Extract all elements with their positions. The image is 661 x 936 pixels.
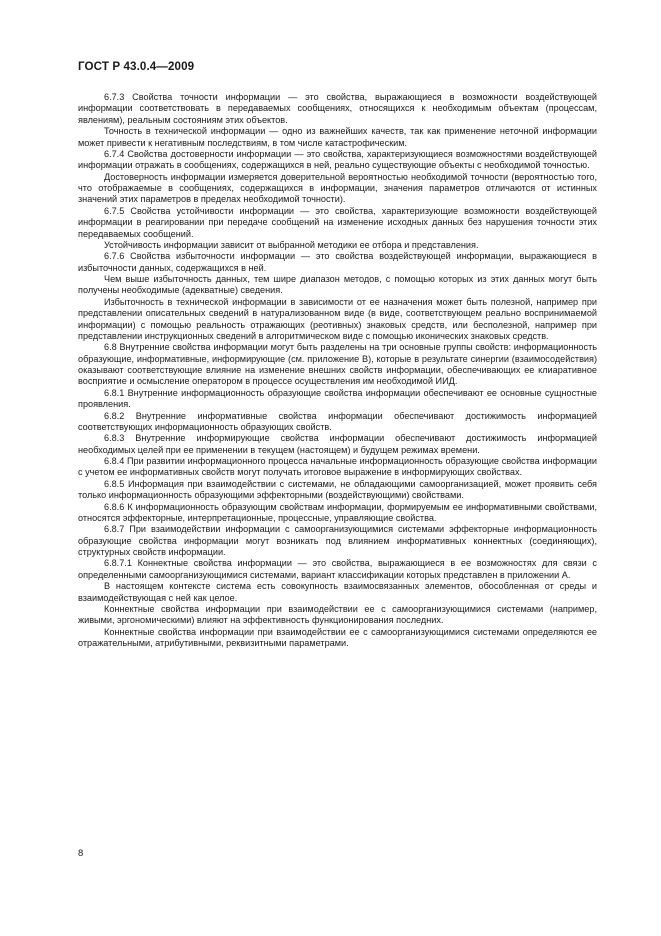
paragraph: 6.7.6 Свойства избыточности информации — это свойства воздействующей информации, выражающиеся в избыточности данных, содержащихся в ней.: [78, 251, 597, 273]
paragraph: В настоящем контексте система есть совокупность взаимосвязанных элементов, обособленная от среды и взаимодействующая с ней как целое.: [78, 581, 597, 603]
paragraph: 6.7.4 Свойства достоверности информации — это свойства, характеризующиеся возможностями воздействующей информации отражать в сообщениях, содержащихся в ней, реально существующие объекты с необходимой точностью.: [78, 148, 597, 171]
paragraph: 6.8.3 Внутренние информирующие свойства информации обеспечивают достижимость информацией необходимых целей при ее применении в текущем (настоящем) и будущем режимах времени.: [78, 433, 597, 455]
paragraph: 6.8.4 При развитии информационного процесса начальные информационность образующие свойства информации с учетом ее информативных свойств могут получать итоговое выражение в информирующих свойствах.: [78, 456, 597, 478]
body-text: [78, 92, 597, 649]
paragraph: 6.8.7.1 Коннектные свойства информации — это свойства, выражающиеся в ее возможностях для связи с определенными самоорганизующимися системами, вариант классификации которых представлен в приложении А.: [78, 558, 597, 580]
document-code-header: ГОСТ Р 43.0.4—2009: [78, 60, 195, 73]
paragraph: Устойчивость информации зависит от выбранной методики ее отбора и представления.: [104, 239, 479, 250]
paragraph: 6.7.3 Свойства точности информации — это свойства, выражающиеся в возможности воздействующей информации соответствовать в передаваемых сообщениях, относящихся к необходимым объектам (процессам, явлениям), реальным состояниям этих объектов.: [78, 92, 597, 125]
paragraph: 6.8.2 Внутренние информативные свойства информации обеспечивают достижимость информацией соответствующих информационность образующих свойств.: [78, 410, 597, 432]
paragraph: 6.8.7 При взаимодействии информации с самоорганизующимися системами эффекторные информационность образующие свойства информации могут возникать под влиянием информативных коннектных (соединяющих), структурных свойств информации.: [78, 524, 597, 557]
paragraph: 6.8.1 Внутренние информационность образующие свойства информации обеспечивают ее основные сущностные проявления.: [78, 387, 597, 410]
paragraph: 6.7.5 Свойства устойчивости информации — это свойства, характеризующие возможности воздействующей информации в реагировании при передаче сообщений на изменение исходных данных без нарушения точности этих передаваемых сообщений.: [78, 205, 597, 239]
paragraph: Коннектные свойства информации при взаимодействии ее с самоорганизующимися системами определяются ее отражательными, атрибутивными, реквизитными параметрами.: [78, 626, 597, 648]
paragraph: Коннектные свойства информации при взаимодействии ее с самоорганизующимися системами (например, живыми, эргономическими) влияют на эффективность функционирования последних.: [78, 603, 597, 626]
paragraph: 6.8.5 Информация при взаимодействии с системами, не обладающими самоорганизацией, может проявить себя только информационность образующими эффекторными (воздействующими) свойствами.: [78, 478, 597, 501]
page-number: 8: [78, 848, 84, 859]
paragraph: Чем выше избыточность данных, тем шире диапазон методов, с помощью которых из этих данных могут быть получены необходимые (адекватные) сведения.: [78, 274, 597, 296]
paragraph: 6.8.6 К информационность образующим свойствам информации, формируемым ее информативными свойствами, относятся эффекторные, интерпретационные, процессные, управляющие свойства.: [78, 501, 597, 523]
paragraph: 6.8 Внутренние свойства информации могут быть разделены на три основные группы свойств: информационность образующие, информативные, информирующие (см. приложение В), которые в результате синергии (взаимосодействия) оказывают соответствующие влияние на изменение внешних свойств информации, обеспечивающих ее клиаративное восприятие и осмысление оператором в процессе осуществления им необходимой ИИД.: [78, 342, 597, 387]
paragraph: Избыточность в технической информации в зависимости от ее назначения может быть полезной, например при представлении описательных сведений в натурализованном виде (в виде, соответствующем реально воспринимаемой информации) с помощью реальность отражающих (реотивных) знаковых средств, или бесполезной, например при представлении инструкционных сведений в алгоритмическом виде с помощью иконических знаковых средств.: [78, 296, 597, 341]
paragraph: Достоверность информации измеряется доверительной вероятностью необходимой точности (вероятностью того, что отображаемые в сообщениях, содержащихся в информации, значения параметров отличаются от истинных значений этих параметров в пределах необходимой точности).: [78, 171, 597, 205]
paragraph: Точность в технической информации — одно из важнейших качеств, так как применение неточной информации может привести к негативным последствиям, в том числе катастрофическим.: [78, 126, 597, 148]
